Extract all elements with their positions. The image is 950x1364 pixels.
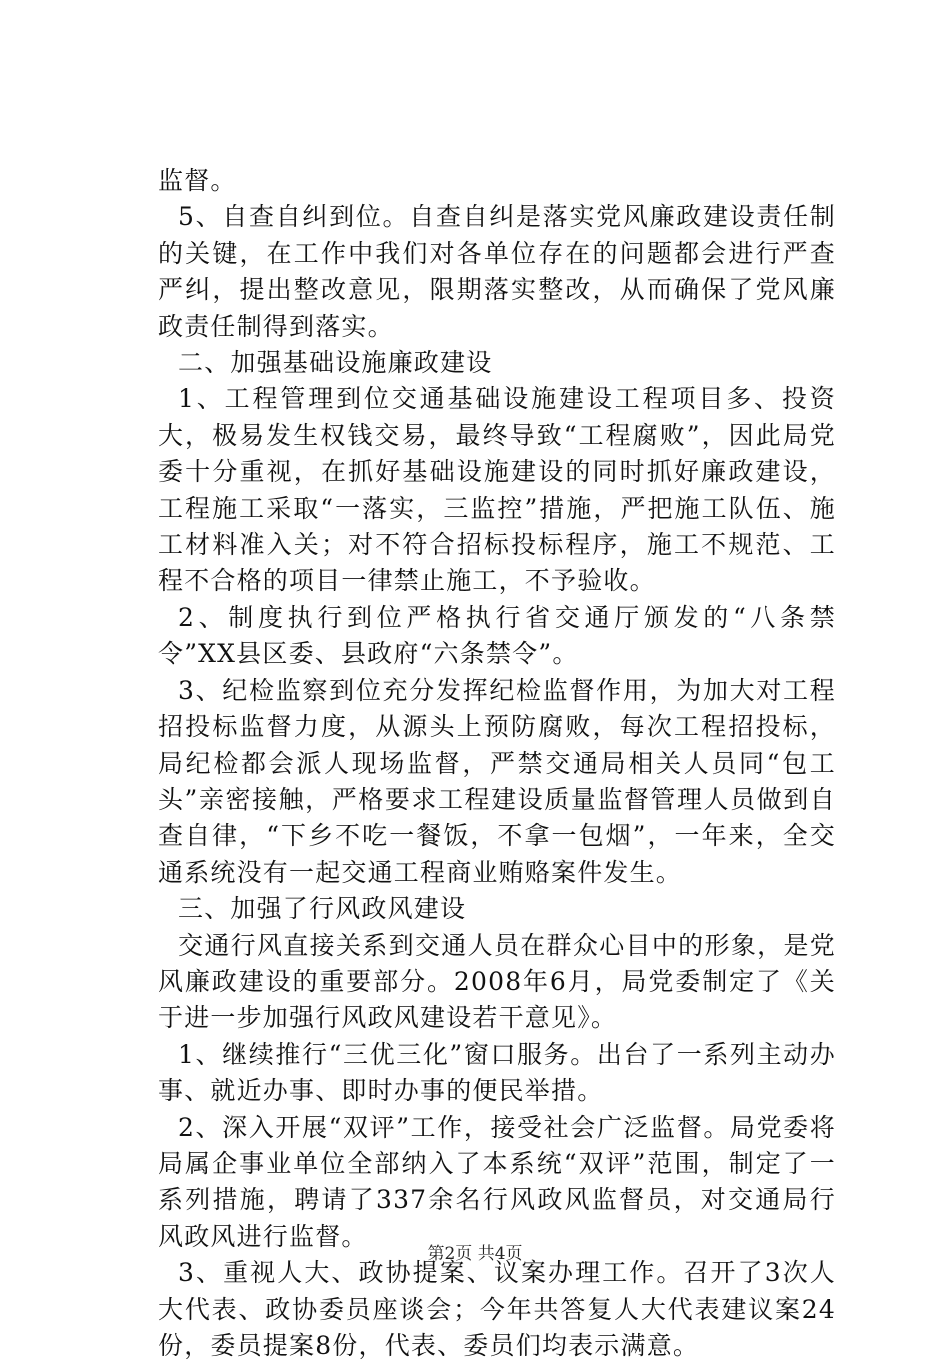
section-heading-2: 二、加强基础设施廉政建设	[178, 348, 493, 378]
paragraph-item-5: 5、自查自纠到位。自查自纠是落实党风廉政建设责任制的关键，在工作中我们对各单位存在的问题都会进行严查严纠，提出整改意见，限期落实整改，从而确保了党风廉政责任制得到落实。	[158, 202, 836, 341]
paragraph-item-2: 2、制度执行到位严格执行省交通厅颁发的“八条禁令”XX县区委、县政府“六条禁令”。	[158, 602, 836, 669]
paragraph-intro: 交通行风直接关系到交通人员在群众心目中的形象，是党风廉政建设的重要部分。2008年6月，局党委制定了《关于进一步加强行风政风建设若干意见》。	[158, 930, 836, 1033]
paragraph-item-1: 1、工程管理到位交通基础设施建设工程项目多、投资大，极易发生权钱交易，最终导致“工程腐败”，因此局党委十分重视，在抓好基础设施建设的同时抓好廉政建设，工程施工采取“一落实，三监控”措施，严把施工队伍、施工材料准入关；对不符合招标投标程序，施工不规范、工程不合格的项目一律禁止施工，不予验收。	[158, 384, 836, 596]
paragraph-item-2b: 2、深入开展“双评”工作，接受社会广泛监督。局党委将局属企事业单位全部纳入了本系统“双评”范围，制定了一系列措施，聘请了337余名行风政风监督员，对交通局行风政风进行监督。	[158, 1112, 836, 1251]
paragraph-item-3: 3、纪检监察到位充分发挥纪检监督作用，为加大对工程招投标监督力度，从源头上预防腐败，每次工程招投标，局纪检都会派人现场监督，严禁交通局相关人员同“包工头”亲密接触，严格要求工程建设质量监督管理人员做到自查自律，“下乡不吃一餐饭，不拿一包烟”，一年来，全交通系统没有一起交通工程商业贿赂案件发生。	[158, 675, 836, 887]
page-footer: 第2页 共4页	[427, 1244, 523, 1264]
paragraph-item-3b: 3、重视人大、政协提案、议案办理工作。召开了3次人大代表、政协委员座谈会；今年共答复人大代表建议案24份，委员提案8份，代表、委员们均表示满意。	[158, 1258, 836, 1360]
document-body	[158, 163, 836, 1364]
section-heading-3: 三、加强了行风政风建设	[178, 894, 467, 924]
paragraph-item-1b: 1、继续推行“三优三化”窗口服务。出台了一系列主动办事、就近办事、即时办事的便民举措。	[158, 1039, 836, 1106]
paragraph-continuation: 监督。	[158, 166, 237, 195]
